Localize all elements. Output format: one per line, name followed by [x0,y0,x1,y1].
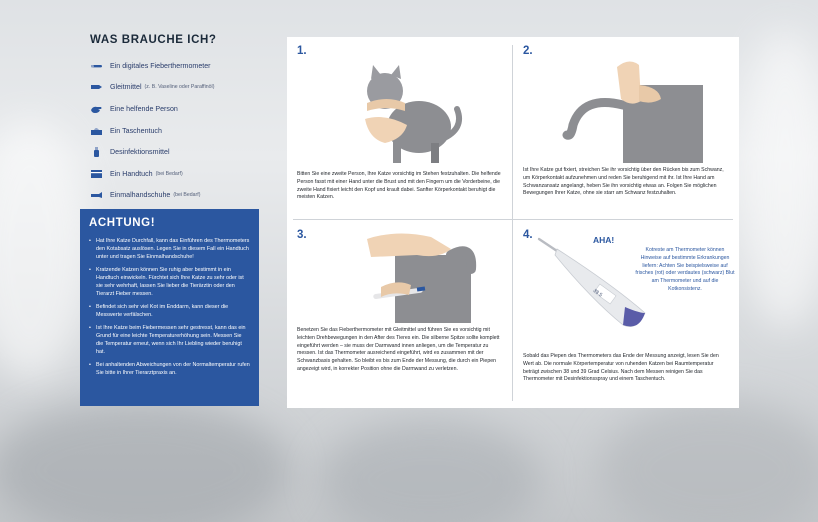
background-blur [0,120,90,380]
step-4 [523,229,736,404]
step-3 [297,229,510,404]
warning-bullet: • Befindet sich sehr viel Kot im Enddarm, kann dieser die Messwerte verfälschen. [89,303,250,319]
step-1 [297,45,510,215]
step-number: 3. [297,229,307,241]
step-2 [523,45,736,215]
needs-item [90,185,262,207]
step-text: Sobald das Piepen des Thermometers das Ende der Messung anzeigt, lesen Sie den Wert ab. Die normale Körpertemperatur von ruhenden Katzen bei Raumtemperatur beträgt zwischen 38 und 39 Grad Celsius. Nach dem Messen reinigen Sie das Thermometer mit Desinfektionsspray und einem Taschentuch. [523,353,719,383]
divider-vertical [512,45,513,401]
warning-bullet: • Hat Ihre Katze Durchfall, kann das Einführen des Thermometers den Kotabsatz auslösen. Legen Sie in diesem Fall ein Handtuch unter und tragen Sie Einmalhandschuhe! [89,237,250,261]
warning-bullet: • Ist Ihre Katze beim Fiebermessen sehr gestresst, kann das ein Grund für eine leichte Temperaturerhöhung sein. Messen Sie die Temperatur erneut, wenn sich Ihr Liebling wieder beruhigt hat. [89,324,250,356]
needs-item-label: Eine helfende Person [110,104,178,113]
aha-title: AHA! [593,235,615,245]
needs-item-label: Desinfektionsmittel [110,148,170,157]
needs-item-label: Einmalhandschuhe [110,191,171,200]
spray-icon [90,147,103,157]
needs-item [90,55,262,77]
step-number: 2. [523,45,533,57]
divider-horizontal [293,219,733,220]
tissue-icon [90,126,103,136]
needs-item-note: (bei Bedarf) [173,192,201,199]
needs-item-note: (z. B. Vaseline oder Paraffinöl) [144,84,215,91]
needs-item [90,98,262,120]
cat-held-illustration [347,59,467,169]
hand-lifting-tail-illustration [543,55,723,163]
step-text: Ist Ihre Katze gut fixiert, streichen Sie ihr vorsichtig über den Rücken bis zum Schwanz, um Körperkontakt aufzunehmen und reden Sie beruhigend mit ihr. Ist Ihre Hand am Schwanzansatz angelangt, heben Sie ihn vorsichtig etwas an. Folgen Sie möglichen Bewegungen Ihrer Katze, ohne sie starr am Schwanz festzuhalten. [523,167,724,197]
background-blur [740,30,818,330]
thermometer-icon [90,61,103,71]
needs-item-label: Ein digitales Fieberthermometer [110,61,211,70]
needs-item-label: Ein Taschentuch [110,126,162,135]
warning-title: ACHTUNG! [89,217,156,229]
needs-title: WAS BRAUCHE ICH? [90,34,217,46]
step-text: Bitten Sie eine zweite Person, Ihre Katze vorsichtig im Stehen festzuhalten. Die helfende Person fasst mit einer Hand unter die Brust und mit den Fingern um die Vorderbeine, die zweite Hand fixiert leicht den Kopf und krault dabei. Sanfter Körperkontakt beruhigt die meisten Katzen. [297,171,501,201]
needs-section [90,34,262,206]
svg-text:38.5: 38.5 [591,287,604,299]
warning-bullet: • Bei anhaltenden Abweichungen von der Normaltemperatur rufen Sie bitte in Ihrer Tierarztpraxis an. [89,361,250,377]
glove-icon [90,190,103,200]
step-number: 4. [523,229,533,241]
needs-item-label: Gleitmittel [110,83,142,92]
step-number: 1. [297,45,307,57]
thermometer-insertion-illustration [347,229,487,323]
background-blur [320,420,540,522]
needs-item [90,163,262,185]
needs-item [90,77,262,99]
needs-item-note: (bei Bedarf) [155,170,183,177]
aha-text: Kotreste am Thermometer können Hinweise auf bestimmte Erkrankungen liefern: Achten Sie beispielsweise auf frisches (rot) oder verdautes (schwarz) Blut am Thermometer und auf die Kotkonsistenz. [635,247,735,292]
background-blur [600,400,818,522]
needs-list [90,55,262,206]
hand-icon [90,104,103,114]
tube-icon [90,82,103,92]
towel-icon [90,169,103,179]
warning-box [80,209,259,406]
background-blur [0,400,290,522]
needs-item [90,141,262,163]
needs-item [90,120,262,142]
step-text: Benetzen Sie das Fieberthermometer mit Gleitmittel und führen Sie es vorsichtig mit leichten Drehbewegungen in den After des Tieres ein. Die silberne Spitze sollte komplett eingeführt werden – sie muss der Darmwand innen anliegen, um die Temperatur zu messen. Ist das Thermometer ausreichend eingeführt, wird es zusammen mit der Schwanzbasis gehalten. So bleibt es bis zum Ende der Messung, die durch ein Piepen angezeigt wird, in korrekter Position ohne die Darmwand zu verletzen. [297,327,500,372]
warning-list [89,237,250,377]
steps-card [287,37,739,408]
needs-item-label: Ein Handtuch [110,169,153,178]
warning-bullet: • Kratzende Katzen können Sie ruhig aber bestimmt in ein Handtuch einwickeln. Fürchtet sich Ihre Katze zu sehr oder ist sie sehr wehrhaft, lassen Sie lieber die Tierärztin oder den Tierarzt Fieber messen. [89,266,250,298]
